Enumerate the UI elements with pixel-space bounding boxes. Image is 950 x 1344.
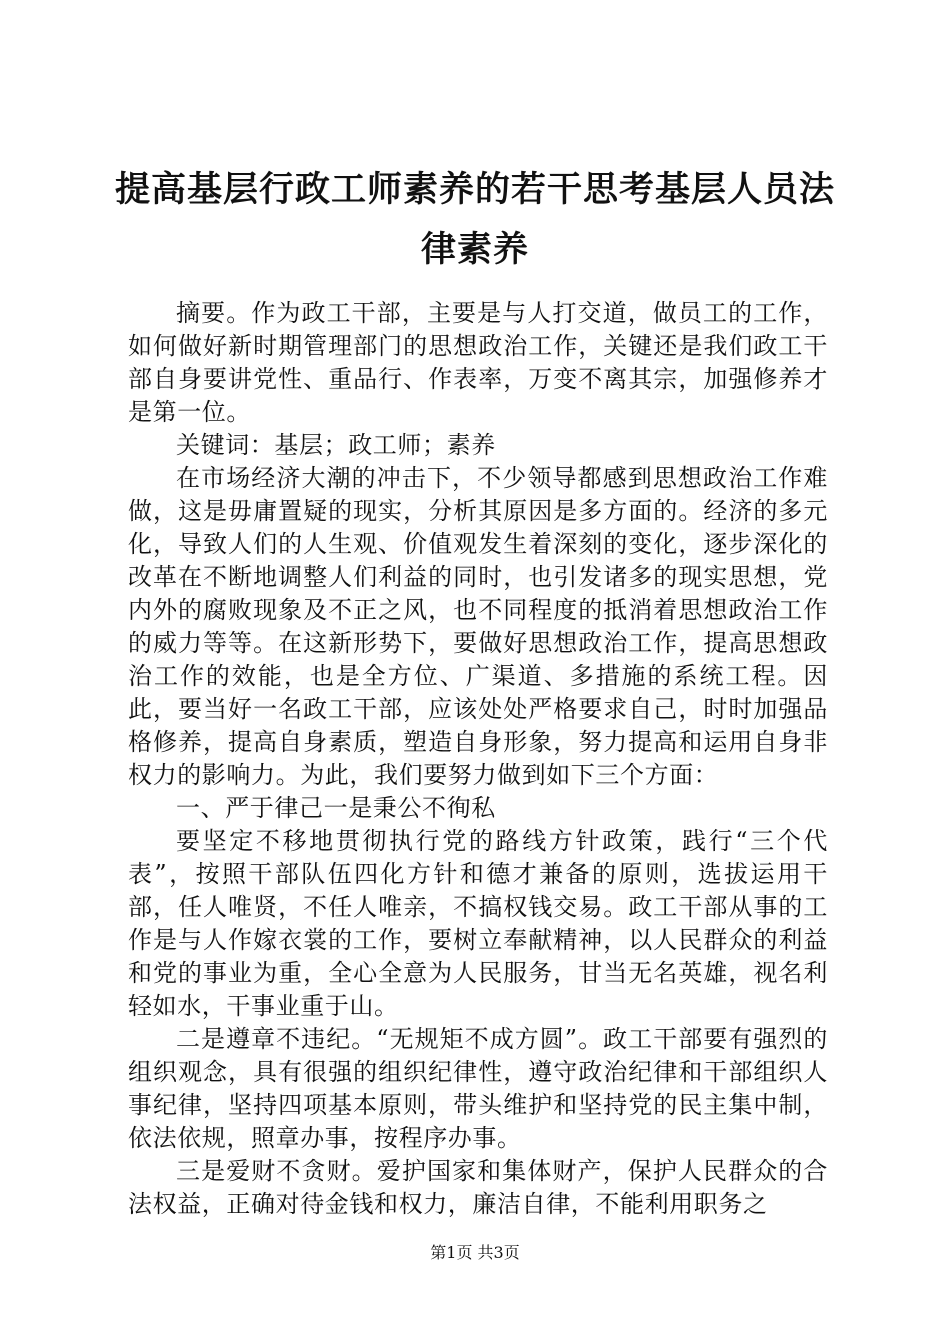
- paragraph-point-3: 三是爱财不贪财。爱护国家和集体财产，保护人民群众的合法权益，正确对待金钱和权力，廉洁自律，不能利用职务之: [128, 1157, 828, 1218]
- paragraph-abstract: 摘要。作为政工干部，主要是与人打交道，做员工的工作，如何做好新时期管理部门的思想政治工作，关键还是我们政工干部自身要讲党性、重品行、作表率，万变不离其宗，加强修养才是第一位。: [128, 299, 828, 426]
- paragraph-keywords: 关键词：基层；政工师；素养: [176, 431, 496, 459]
- document-title: 提高基层行政工师素养的若干思考基层人员法律素养: [114, 169, 835, 270]
- document-body: [128, 297, 828, 1221]
- section-heading-1: 一、严于律己一是秉公不徇私: [176, 794, 496, 822]
- paragraph-point-2: 二是遵章不违纪。“无规矩不成方圆”。政工干部要有强烈的组织观念，具有很强的组织纪律性，遵守政治纪律和干部组织人事纪律，坚持四项基本原则，带头维护和坚持党的民主集中制，依法依规，照章办事，按程序办事。: [128, 1025, 828, 1152]
- paragraph-section-1: 要坚定不移地贯彻执行党的路线方针政策，践行“三个代表”，按照干部队伍四化方针和德才兼备的原则，选拔运用干部，任人唯贤，不任人唯亲，不搞权钱交易。政工干部从事的工作是与人作嫁衣裳的工作，要树立奉献精神，以人民群众的利益和党的事业为重，全心全意为人民服务，甘当无名英雄，视名利轻如水，干事业重于山。: [128, 827, 828, 1020]
- page-footer: 第1页 共3页: [430, 1243, 520, 1262]
- paragraph-intro: 在市场经济大潮的冲击下，不少领导都感到思想政治工作难做，这是毋庸置疑的现实，分析其原因是多方面的。经济的多元化，导致人们的人生观、价值观发生着深刻的变化，逐步深化的改革在不断地调整人们利益的同时，也引发诸多的现实思想，党内外的腐败现象及不正之风，也不同程度的抵消着思想政治工作的威力等等。在这新形势下，要做好思想政治工作，提高思想政治工作的效能，也是全方位、广渠道、多措施的系统工程。因此，要当好一名政工干部，应该处处严格要求自己，时时加强品格修养，提高自身素质，塑造自身形象，努力提高和运用自身非权力的影响力。为此，我们要努力做到如下三个方面：: [128, 464, 828, 789]
